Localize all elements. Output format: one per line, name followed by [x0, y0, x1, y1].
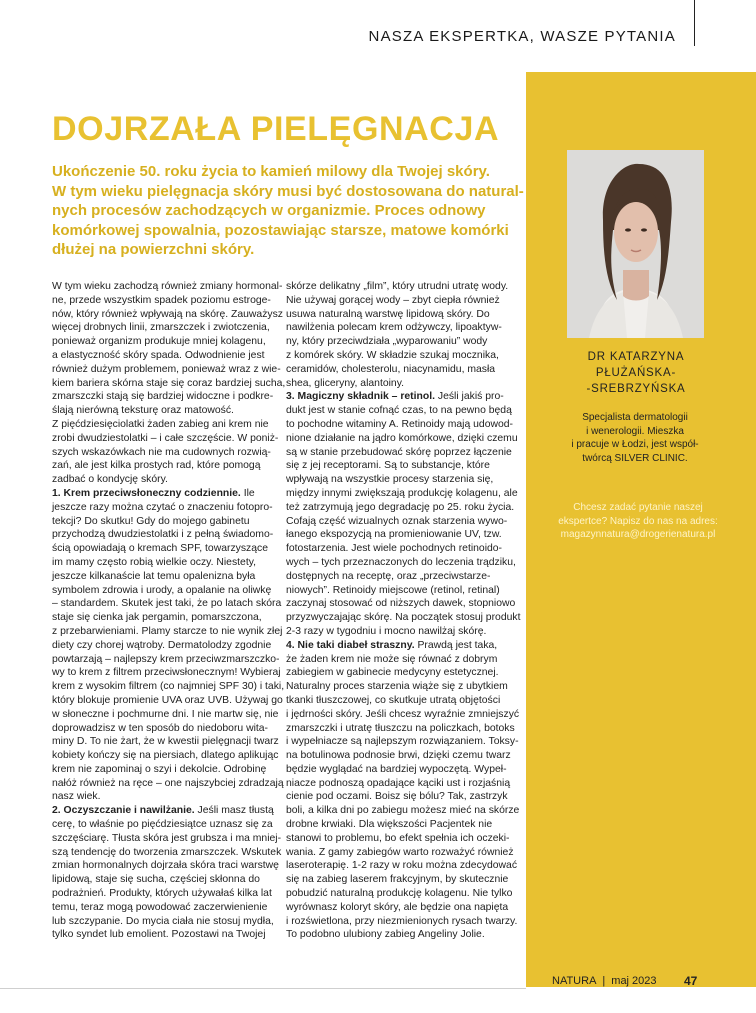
article-line: przychodzą dwudziestolatki i z pełną świadomo- [52, 529, 274, 541]
expert-bio [540, 411, 730, 465]
article-line: stanowi to problemu, bo efekt spełnia ich oczeki- [286, 832, 510, 844]
article-line: na botulinowa podnosie brwi, dzięki czemu twarz [286, 750, 511, 762]
article-line: ponieważ organizm produkuje mniej kolagenu, [52, 336, 266, 348]
article-line: pobudzić naturalną produkcję kolagenu. Nie tylko [286, 888, 513, 900]
article-line: temu, teraz mogą powodować zaczerwienienie [52, 901, 268, 913]
article-line: wych – tych przeznaczonych do leczenia trądziku, [286, 556, 516, 568]
article-line: szych wskazówkach nie ma cudownych rozwią- [52, 446, 271, 458]
article-line: w słoneczne i pochmurne dni. I nie martw się, nie [52, 708, 279, 720]
article-line: i wypełniacze są najlepszym rozwiązaniem. Toksy- [286, 736, 519, 748]
article-line: nasz wiek. [52, 791, 101, 803]
article-line: im mamy często robią wielkie oczy. Niestety, [52, 556, 257, 568]
article-line: zrobi dwudziestolatki – i całe szczęście. W poniż- [52, 432, 279, 444]
article-line: 4. Nie taki diabeł straszny. Prawdą jest taka, [286, 639, 498, 651]
article-line: ny, który przeciwdziała „wyparowaniu” wody [286, 336, 488, 348]
article-line: cerę, to właśnie po pięćdziesiątce uznasz się za [52, 819, 273, 831]
expert-name-line: PŁUŻAŃSKA- [595, 367, 677, 379]
article-line: W tym wieku zachodzą również zmiany hormonal- [52, 281, 283, 292]
article-line: również dużym problemem, ponieważ wraz z wie- [52, 363, 281, 375]
article-line: boli, a kilka dni po zabiegu możesz mieć na skórze [286, 805, 520, 817]
magazine-name: NATURA [552, 975, 597, 987]
article-line: 3. Magiczny składnik – retinol. Jeśli jakiś pro- [286, 391, 504, 403]
footer-rule [0, 988, 526, 989]
article-line: kobiety kończy się na piersiach, dlatego aplikując [52, 750, 279, 762]
article-line: jeszcze razy można czytać o znaczeniu fotopro- [52, 501, 273, 513]
article-line: wyrównasz koloryt skóry, ale będzie ona napięta [286, 901, 509, 913]
article-line: kiem bariera skórna staje się coraz bardziej sucha, [52, 377, 286, 389]
lead-line: nych procesów zachodzących w organizmie. Proces odnowy [52, 202, 486, 220]
article-line: 1. Krem przeciwsłoneczny codziennie. Ile [52, 487, 255, 499]
article-column-right [286, 280, 521, 942]
article-line: 2-3 razy w tygodniu i mocno nawilżaj skórę. [286, 625, 487, 637]
article-line: który blokuje promienie UVA oraz UVB. Używaj go [52, 694, 283, 706]
article-line: dukt jest w stanie cofnąć czas, to na pewno będą [286, 405, 512, 417]
lead-line: Ukończenie 50. roku życia to kamień milowy dla Twojej skóry. [52, 163, 490, 180]
article-line: krem nie zapominaj o szyi i dekolcie. Odrobinę [52, 763, 267, 775]
article-line: tkanki tłuszczowej, co skutkuje utratą objętości [286, 694, 501, 706]
ask-email-link[interactable]: magazynnatura@drogerienatura.pl [560, 529, 716, 540]
article-line: – standardem. Skutek jest taki, że po latach skóra [52, 598, 282, 610]
article-line: a elastyczność skóry spada. Odwodnienie jest [52, 349, 265, 361]
article-line: cienie pod oczami. Boisz się bólu? Tak, zastrzyk [286, 791, 508, 803]
article-line: jeszcze kilkanaście lat temu opalenizna była [52, 570, 256, 582]
article-line: tekcji? Do skutku! Gdy do mojego gabinetu [52, 515, 250, 527]
article-line: podrażnień. Produkty, których używałaś kilka lat [52, 888, 272, 900]
footer-info [552, 975, 657, 987]
article-line: Nie używaj gorącej wody – zbyt ciepła również [286, 294, 500, 306]
lead-line: W tym wieku pielęgnacja skóry musi być dostosowana do natural- [52, 182, 524, 200]
article-line: z przebarwieniami. Plamy starcze to nie wynik złej [52, 625, 283, 637]
expert-portrait [567, 150, 704, 338]
article-line: i rozświetlona, przy niezmienionych rysach twarzy. [286, 915, 518, 927]
article-line: łanego ekspozycją na promieniowanie UV, tzw. [286, 529, 502, 541]
article-line: zaczynaj stosować od niższych dawek, stopniowo [286, 598, 516, 610]
ask-line: ekspertce? Napisz do nas na adres: [558, 515, 718, 527]
article-line: wania. Z gamy zabiegów warto rozważyć również [286, 846, 514, 858]
expert-bio-line: i pracuje w Łodzi, jest współ- [571, 439, 699, 450]
article-line: ne, przede wszystkim spadek poziomu estroge- [52, 294, 271, 306]
article-line: ceramidów, cholesterolu, niacynamidu, masła [286, 363, 496, 375]
article-line: dostępnych na receptę, oraz „przeciwstarze- [286, 570, 491, 582]
article-line: fotostarzenia. Jest wiele pochodnych retinoido- [286, 543, 503, 555]
article-line: zmian hormonalnych dojrzała skóra traci warstwę [52, 860, 279, 872]
article-line: ślają nierówną teksturę oraz matowość. [52, 405, 234, 417]
article-line: zadbać o kondycję skóry. [52, 474, 168, 486]
article-line: między innymi zwiększają produkcję kolagenu, ale [286, 487, 518, 499]
lead-line: dłużej na powierzchni skóry. [52, 241, 255, 259]
article-line: powtarzają – najlepszy krem przeciwzmarszczko- [52, 653, 280, 665]
expert-name-line: -SREBRZYŃSKA [586, 383, 686, 395]
article-line: szą tendencję do tworzenia zmarszczek. Wskutek [52, 846, 282, 858]
article-line: zabiegiem w gabinecie medycyny estetycznej. [286, 667, 499, 679]
article-line: przyzwyczajając skórę. Na początek stosuj produkt [286, 612, 521, 624]
article-line: się z jej receptorami. Są to substancje, które [286, 460, 490, 472]
article-line: i jędrności skóry. Jeśli chcesz wyraźnie zmniejszyć [286, 708, 520, 720]
article-line: zmarszczki stają się bardziej widoczne i podkre- [52, 391, 274, 403]
footer-separator: | [602, 975, 606, 987]
article-line: szczęściarę. Tłusta skóra jest grubsza i ma mniej- [52, 832, 282, 844]
article-line: z komórek skóry. W składzie szukaj mocznika, [286, 349, 499, 361]
expert-bio-line: Specjalista dermatologii [582, 412, 688, 423]
lead-line: komórkowej spowalnia, pozostawiając starsze, matowe komórki [52, 221, 509, 239]
article-line: zań, ale jest kilka prostych rad, które pomogą [52, 460, 261, 472]
article-line: lipidową, staje się sucha, częściej skłonna do [52, 874, 260, 886]
expert-bio-line: i wenerologii. Mieszka [586, 425, 684, 437]
article-line: Z pięćdziesięciolatki żaden zabieg ani krem nie [52, 418, 269, 430]
article-line: że żaden krem nie może się równać z dobrym [286, 653, 498, 665]
article-line: usuwa naturalną warstwę lipidową skóry. Do [286, 308, 490, 320]
article-line: nawilżenia polecam krem odżywczy, lipoaktyw- [286, 322, 502, 334]
article-title: DOJRZAŁA PIELĘGNACJA [52, 110, 500, 148]
article-column-left [52, 280, 286, 942]
page-number: 47 [684, 974, 698, 988]
article-line: Naturalny proces starzenia wiąże się z ubytkiem [286, 681, 508, 693]
article-line: zmarszczki i utratę tłuszczu na policzkach, botoks [286, 722, 515, 734]
expert-name [576, 349, 696, 397]
article-line: shea, gliceryny, alantoiny. [286, 377, 405, 389]
portrait-illustration [567, 150, 704, 338]
article-line: ścią opowiadają o kremach SPF, towarzyszące [52, 543, 268, 555]
ask-expert-box [538, 501, 738, 542]
article-line: nione działanie na jądro komórkowe, dzięki czemu [286, 432, 518, 444]
article-line: nałóż również na ręce – one najszybciej zdradzają [52, 777, 284, 789]
ask-line: Chcesz zadać pytanie naszej [573, 502, 703, 513]
article-line: też zatrzymują jego degradację po 25. roku życia. [286, 501, 515, 513]
article-line: doprowadzisz w ten sposób do niedoboru wita- [52, 722, 269, 734]
article-line: się na zabieg laserem frakcyjnym, by skutecznie [286, 874, 509, 886]
article-line: niacze podnoszą opadające kąciki ust i rozjaśnią [286, 777, 511, 789]
article-line: nów, który również wpływają na skórę. Zauważysz [52, 308, 283, 320]
article-line: miny D. To nie żart, że w kwestii pielęgnacji twarz [52, 736, 279, 748]
article-line: 2. Oczyszczanie i nawilżanie. Jeśli masz tłustą [52, 805, 274, 817]
expert-name-line: DR KATARZYNA [587, 351, 685, 363]
article-line: symbolem zdrowia i urody, a opalanie na oliwkę [52, 584, 272, 596]
article-line: laseroterapię. 1-2 razy w roku można zdecydować [286, 860, 518, 872]
article-line: staje się cienka jak pergamin, pomarszczona, [52, 612, 262, 624]
article-line: krem z wysokim filtrem (co najmniej SPF 30) i taki, [52, 681, 285, 693]
article-line: lub szczypanie. Do mycia ciała nie stosuj mydła, [52, 915, 274, 927]
article-line: wpływają na wszystkie procesy starzenia się, [286, 474, 494, 486]
issue-date: maj 2023 [611, 975, 657, 987]
article-line: drobne krwiaki. Dla większości Pacjentek nie [286, 819, 493, 831]
article-line: tylko syndet lub emolient. Pozostawi na Twojej [52, 929, 266, 941]
article-line: Cofają część wizualnych oznak starzenia wywo- [286, 515, 508, 527]
article-line: To podobno ulubiony zabieg Angeliny Jolie. [286, 929, 485, 941]
article-line: są w stanie przebudować skórę poprzez łączenie [286, 446, 512, 458]
article-line: więcej drobnych linii, zmarszczek i zwiotczenia, [52, 322, 270, 334]
article-line: to pochodne witaminy A. Retinoidy mają udowod- [286, 418, 513, 430]
header-divider [694, 0, 695, 46]
article-line: wy to krem z filtrem przeciwsłonecznym! Wybieraj [52, 667, 281, 679]
article-lead [52, 162, 522, 260]
article-line: niowych”. Retinoidy miejscowe (retinol, retinal) [286, 584, 500, 596]
section-header: NASZA EKSPERTKA, WASZE PYTANIA [368, 28, 676, 45]
article-line: diety czy chorej wątroby. Dermatolodzy zgodnie [52, 639, 272, 651]
expert-bio-line: twórcą SILVER CLINIC. [582, 452, 688, 464]
article-line: będzie wyglądać na bardziej wypoczętą. Wypeł- [286, 763, 507, 775]
article-line: skórze delikatny „film”, który utrudni utratę wody. [286, 281, 509, 292]
